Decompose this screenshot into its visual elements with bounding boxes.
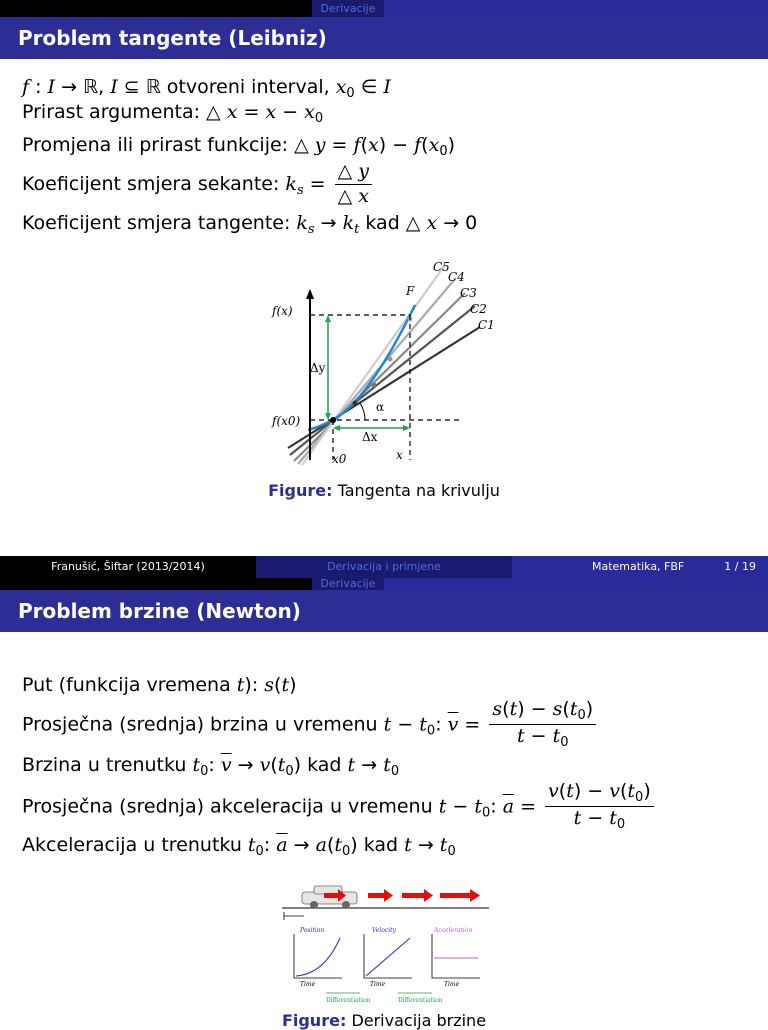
time-label-2: Time: [370, 981, 386, 988]
c3-label: C3: [460, 286, 477, 300]
velocity-label: Velocity: [372, 927, 396, 934]
slide-footer: [0, 556, 768, 578]
caption-text: Derivacija brzine: [351, 1011, 487, 1030]
x-label: x: [396, 448, 403, 462]
fx0-label: f(x0): [272, 414, 301, 428]
average-velocity-line: Prosječna (srednja) brzina u vremenu $t - t_0$: $\overline{v}$ = $\frac{s(t) - s(t_0)}{t - t_0}$: [22, 698, 599, 752]
figure-caption: [0, 481, 768, 500]
fx-label: f(x): [272, 304, 293, 318]
slide-title: Problem brzine (Newton): [0, 590, 768, 632]
footer-authors: Franušić, Šiftar (2013/2014): [0, 556, 256, 578]
time-label-3: Time: [444, 981, 460, 988]
function-increment-line: Promjena ili prirast funkcije: △ $y = f(x) - f(x_0)$: [22, 134, 456, 159]
section-label[interactable]: Derivacije: [312, 578, 384, 590]
alpha-label: α: [376, 400, 385, 414]
caption-text: Tangenta na krivulju: [337, 481, 500, 500]
x0-label: x0: [332, 452, 347, 466]
c5-label: C5: [433, 260, 450, 274]
footer-course: Matematika, FBF: [592, 560, 685, 573]
average-acceleration-line: Prosječna (srednja) akceleracija u vremenu $t - t_0$: $\overline{a}$ = $\frac{v(t) - v(t_0)}{t - t_0}$: [22, 780, 657, 834]
differentiation-label-2: Differentiation: [398, 997, 443, 1004]
c4-label: C4: [448, 270, 465, 284]
dx-label: Δx: [362, 430, 378, 444]
slide-2: [0, 577, 768, 1030]
secant-line-c2: [290, 306, 475, 455]
dy-label: Δy: [310, 361, 326, 375]
footer-page-number: 1 / 19: [724, 560, 756, 573]
c2-label: C2: [470, 302, 487, 316]
secant-slope-line: Koeficijent smjera sekante: $k_s$ = $\frac{\triangle y}{\triangle x}$: [22, 160, 375, 209]
figure-caption: [0, 1011, 768, 1030]
differentiation-label-1: Differentiation: [326, 997, 371, 1004]
instant-acceleration-line: Akceleracija u trenutku $t_0$: $\overline{a} \to a(t_0)$ kad $t \to t_0$: [22, 834, 456, 859]
velocity-figure: [274, 878, 494, 1008]
slide-title: Problem tangente (Leibniz): [0, 17, 768, 59]
f-label: F: [406, 284, 415, 298]
definition-line: f : I → ℝ, I ⊆ ℝ otvoreni interval, $x_0$ ∈ I: [22, 76, 391, 101]
c1-label: C1: [478, 318, 495, 332]
argument-increment-line: Prirast argumenta: △ $x = x - x_0$: [22, 101, 324, 126]
position-label: Position: [300, 927, 325, 934]
secant-line-c3: [294, 293, 465, 461]
caption-label: Figure:: [268, 481, 333, 500]
footer-short-title[interactable]: Derivacija i primjene: [256, 556, 512, 578]
position-line: Put (funkcija vremena t): s(t): [22, 674, 297, 696]
secant-line-c1: [288, 327, 480, 448]
tangent-slope-line: Koeficijent smjera tangente: $k_s \to k_t$ kad △ x → 0: [22, 212, 478, 237]
time-label-1: Time: [300, 981, 316, 988]
caption-label: Figure:: [281, 1011, 347, 1030]
instant-velocity-line: Brzina u trenutku $t_0$: $\overline{v} \to v(t_0)$ kad $t \to t_0$: [22, 754, 400, 779]
section-nav-bar: [0, 0, 768, 17]
acceleration-label: Acceleration: [434, 927, 473, 934]
section-label[interactable]: Derivacije: [312, 0, 384, 17]
tangent-figure: [270, 255, 510, 470]
